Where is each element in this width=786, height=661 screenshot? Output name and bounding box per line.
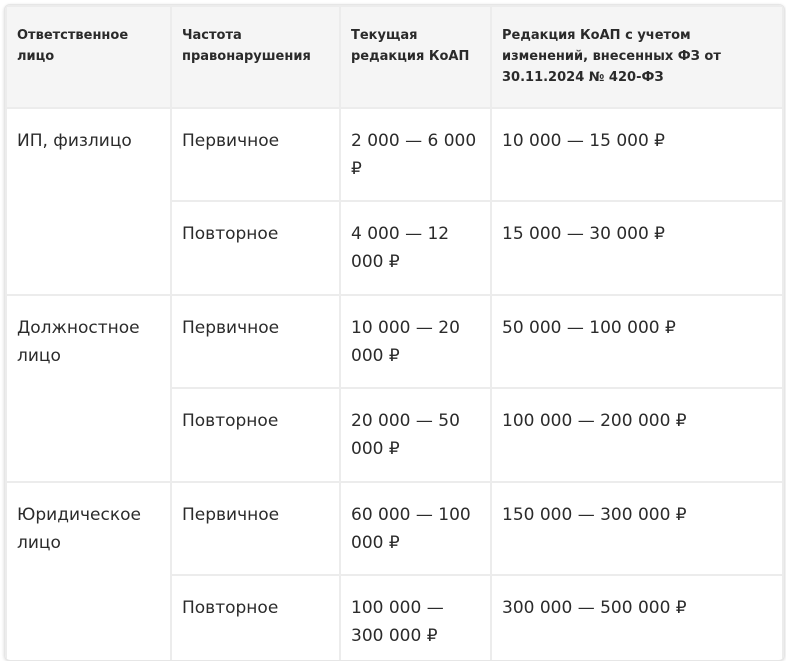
cell-frequency: Первичное [171, 295, 340, 388]
fines-table-container [4, 4, 785, 661]
table-row [6, 108, 783, 201]
cell-current: 2 000 — 6 000 ₽ [340, 108, 491, 201]
table-row [6, 482, 783, 575]
cell-current: 100 000 — 300 000 ₽ [340, 575, 491, 661]
cell-current: 10 000 — 20 000 ₽ [340, 295, 491, 388]
table-header-row [6, 6, 783, 108]
cell-frequency: Первичное [171, 108, 340, 201]
table-row [6, 295, 783, 388]
header-current-edition: Текущая редакция КоАП [340, 6, 491, 108]
cell-new: 300 000 — 500 000 ₽ [491, 575, 783, 661]
cell-person: Должностное лицо [6, 295, 171, 482]
fines-table [5, 5, 784, 661]
cell-new: 15 000 — 30 000 ₽ [491, 201, 783, 295]
cell-current: 4 000 — 12 000 ₽ [340, 201, 491, 295]
cell-new: 150 000 — 300 000 ₽ [491, 482, 783, 575]
cell-person: ИП, физлицо [6, 108, 171, 295]
header-frequency: Частота правонарушения [171, 6, 340, 108]
cell-frequency: Первичное [171, 482, 340, 575]
cell-frequency: Повторное [171, 201, 340, 295]
cell-frequency: Повторное [171, 388, 340, 482]
cell-new: 50 000 — 100 000 ₽ [491, 295, 783, 388]
cell-new: 100 000 — 200 000 ₽ [491, 388, 783, 482]
header-responsible-person: Ответственное лицо [6, 6, 171, 108]
cell-person: Юридическое лицо [6, 482, 171, 661]
cell-new: 10 000 — 15 000 ₽ [491, 108, 783, 201]
cell-frequency: Повторное [171, 575, 340, 661]
cell-current: 20 000 — 50 000 ₽ [340, 388, 491, 482]
header-new-edition: Редакция КоАП с учетом изменений, внесенных ФЗ от 30.11.2024 № 420-ФЗ [491, 6, 783, 108]
cell-current: 60 000 — 100 000 ₽ [340, 482, 491, 575]
